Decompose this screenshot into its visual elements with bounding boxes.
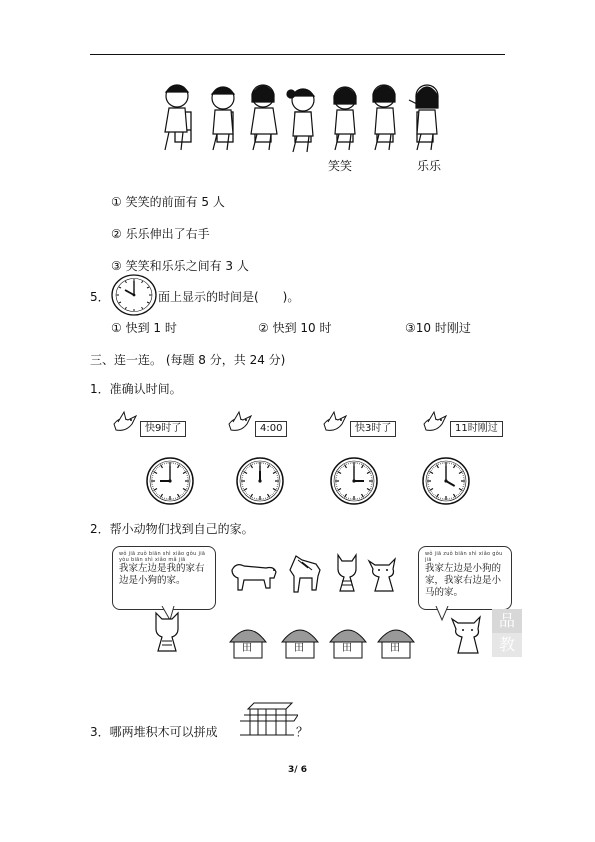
q5-option-2: ② 快到 10 时 <box>258 321 332 335</box>
clock-center <box>444 479 447 482</box>
house-label: 田 <box>390 643 400 654</box>
clock-label-3: 快3时了 <box>350 421 396 437</box>
watermark-char-2: 教 <box>492 633 522 657</box>
watermark-char-1: 品 <box>492 609 522 633</box>
house-label: 田 <box>294 643 304 654</box>
house-icon <box>328 622 368 660</box>
right-bubble-text: 我家左边是小狗的家，我家右边是小马的家。 <box>425 563 502 598</box>
right-bubble-pinyin: wǒ jiā zuǒ biān shì xiǎo gǒu jiā <box>425 551 503 563</box>
q4-option-1: ① 笑笑的前面有 5 人 <box>111 195 225 209</box>
bird-label-4 <box>420 408 508 438</box>
bird-icon <box>320 408 350 438</box>
analog-clock-1 <box>145 456 195 506</box>
clock-center <box>352 479 355 482</box>
left-bubble-text: 我家左边是我的家右边是小狗的家。 <box>119 563 205 586</box>
left-bubble-pinyin: wǒ jiā zuǒ biān shì xiǎo gǒu jiā yòu biān shì xiǎo mǎ jiā <box>119 551 206 563</box>
cow-icon <box>365 555 403 595</box>
cat-icon <box>332 551 362 595</box>
section-3-title: 三、连一连。 (每题 8 分，共 24 分) <box>90 353 286 367</box>
bird-icon <box>225 408 255 438</box>
cat-icon <box>150 609 186 653</box>
blocks-figure-icon <box>236 699 298 739</box>
children-in-chairs-illustration <box>155 74 450 156</box>
bird-icon <box>110 408 140 438</box>
house-icon <box>228 622 268 660</box>
bird-label-2 <box>225 408 313 438</box>
clock-center <box>258 479 261 482</box>
clock-label-4: 11时刚过 <box>450 421 503 437</box>
q5-question-text: 面上显示的时间是( )。 <box>158 290 300 304</box>
cow-icon <box>448 613 488 657</box>
house-icon <box>376 622 416 660</box>
horse-icon <box>286 550 326 596</box>
analog-clock-2 <box>235 456 285 506</box>
watermark <box>488 545 526 660</box>
bird-label-1 <box>110 408 198 438</box>
house-label: 田 <box>242 643 252 654</box>
q5-clock-icon <box>110 273 158 317</box>
header-rule <box>90 54 505 55</box>
left-speech-bubble <box>112 546 216 610</box>
q4-option-3: ③ 笑笑和乐乐之间有 3 人 <box>111 259 249 273</box>
house-icon <box>280 622 320 660</box>
kid-name-lele: 乐乐 <box>417 159 442 173</box>
bird-label-3 <box>320 408 408 438</box>
q3-3-title: 3．哪两堆积木可以拼成 <box>90 725 218 739</box>
clock-center <box>168 479 171 482</box>
clock-label-2: 4:00 <box>255 421 287 437</box>
analog-clock-3 <box>329 456 379 506</box>
clock-label-1: 快9时了 <box>140 421 186 437</box>
q5-option-3: ③10 时刚过 <box>405 321 471 335</box>
q3-1-title: 1．准确认时间。 <box>90 382 182 396</box>
q4-option-2: ② 乐乐伸出了右手 <box>111 227 210 241</box>
dog-icon <box>226 552 282 594</box>
page-number: 3/ 6 <box>288 765 307 775</box>
analog-clock-4 <box>421 456 471 506</box>
house-label: 田 <box>342 643 352 654</box>
bird-icon <box>420 408 450 438</box>
q3-3-question-mark: ？ <box>296 725 309 739</box>
q5-number: 5． <box>90 290 110 304</box>
q3-2-title: 2．帮小动物们找到自己的家。 <box>90 522 254 536</box>
kid-name-xiaoxiao: 笑笑 <box>328 159 353 173</box>
q5-option-1: ① 快到 1 时 <box>111 321 177 335</box>
